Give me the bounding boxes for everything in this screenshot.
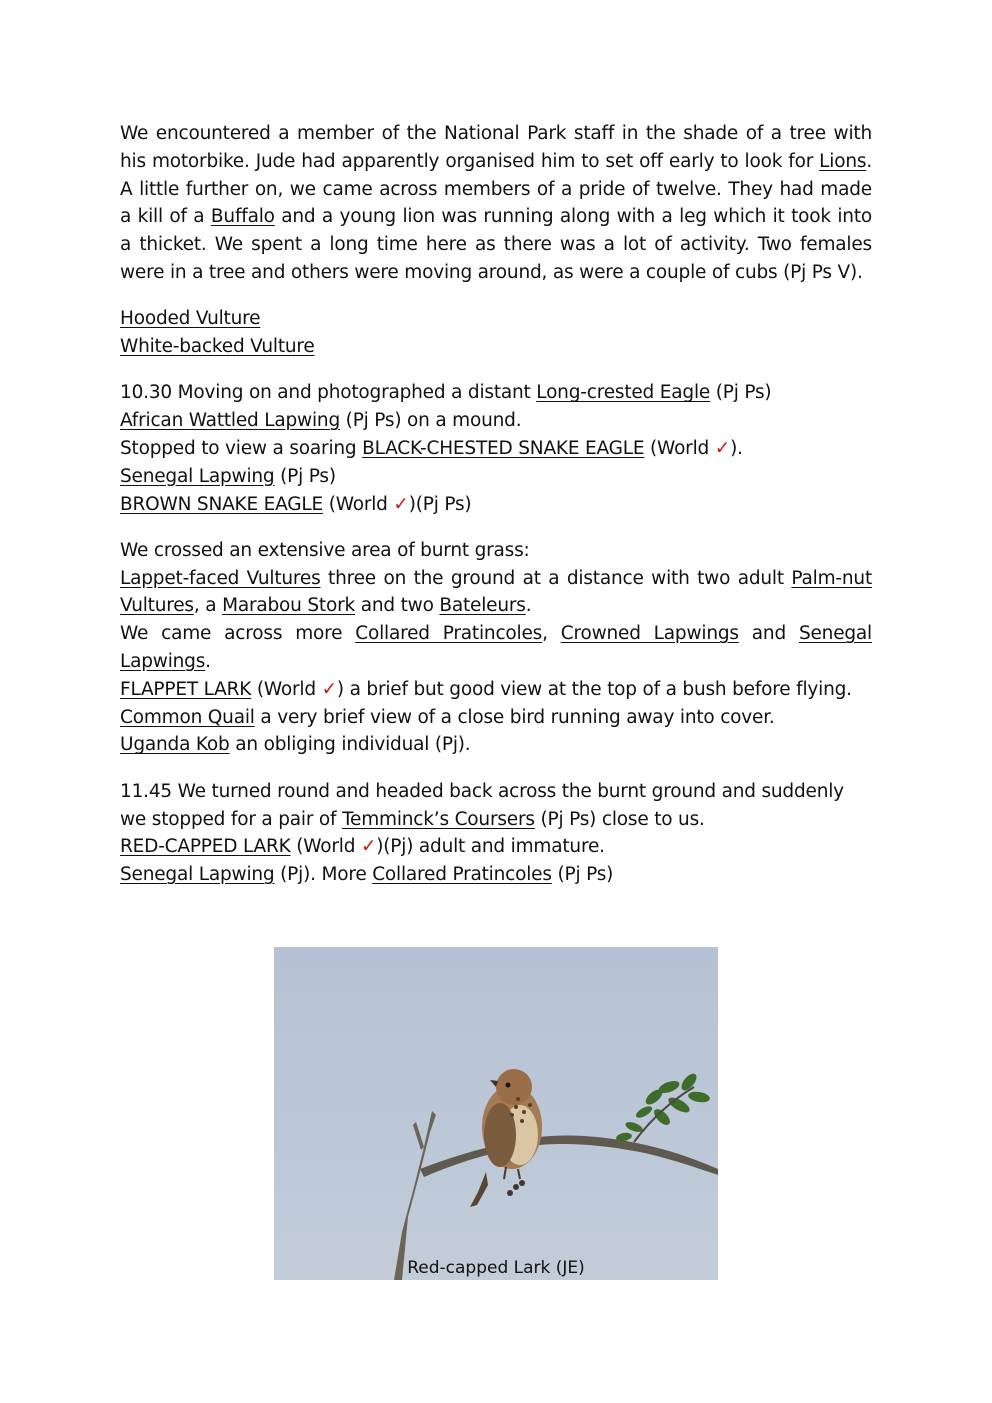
species-senegal-lapwing: Senegal Lapwing [120, 864, 275, 886]
species-lappet-faced-vultures: Lappet-faced Vultures [120, 567, 321, 589]
paragraph-1030 [120, 379, 872, 518]
text: (Pj Ps) on a mound. [340, 410, 522, 432]
text: . A little further on, we came across members of a pride of twelve. They had made a kill of a [120, 150, 872, 228]
paragraph-1145 [120, 778, 872, 889]
paragraph-lions [120, 120, 872, 287]
text: . [205, 651, 211, 673]
text: (World [644, 437, 715, 459]
species-collared-pratincoles: Collared Pratincoles [355, 623, 543, 645]
species-senegal-lapwing: Senegal Lapwing [120, 465, 275, 487]
species-uganda-kob: Uganda Kob [120, 734, 230, 756]
line-group-lappet [120, 565, 872, 621]
checkmark-icon: ✓ [714, 437, 731, 459]
species-black-chested-snake-eagle: BLACK-CHESTED SNAKE EAGLE [362, 437, 645, 459]
paragraph-vultures [120, 305, 872, 361]
species-palm-nut-vultures: Palm-nut Vultures [120, 567, 872, 617]
photo-caption: Red-capped Lark (JE) [407, 1258, 585, 1278]
text: 10.30 Moving on and photographed a distant [120, 382, 537, 404]
branch-twig [413, 1122, 424, 1150]
text: (Pj Ps) [551, 864, 614, 886]
species-bateleurs: Bateleurs [439, 595, 526, 617]
leaf-cluster [615, 1071, 710, 1142]
species-temmincks-coursers: Temminck’s Coursers [342, 808, 535, 830]
text: (World [323, 493, 394, 515]
species-crowned-lapwings: Crowned Lapwings [560, 623, 739, 645]
species-hooded-vulture: Hooded Vulture [120, 308, 261, 330]
text: )(Pj Ps) [408, 493, 472, 515]
text: ). [730, 437, 743, 459]
text: and [738, 623, 799, 645]
text: )(Pj) adult and immature. [376, 836, 605, 858]
species-senegal-lapwings: Senegal Lapwings [120, 623, 872, 673]
text: We encountered a member of the National Park staff in the shade of a tree with his motorbike. Jude had apparently organised him to set off early to look for [120, 123, 872, 172]
text: 11.45 We turned round and headed back across the burnt ground and suddenly we stopped for a pair of [120, 780, 844, 830]
species-long-crested-eagle: Long-crested Eagle [536, 382, 711, 404]
species-african-wattled-lapwing: African Wattled Lapwing [120, 410, 340, 432]
species-brown-snake-eagle: BROWN SNAKE EAGLE [120, 493, 324, 515]
species-buffalo: Buffalo [210, 206, 275, 228]
species-common-quail: Common Quail [120, 706, 255, 728]
text: (World [290, 836, 361, 858]
checkmark-icon: ✓ [321, 678, 337, 700]
text: (Pj Ps) [710, 382, 772, 404]
branch-trunk [394, 1111, 436, 1280]
text: Stopped to view a soaring [120, 437, 363, 459]
text: three on the ground at a distance with two adult [320, 567, 792, 589]
species-white-backed-vulture: White-backed Vulture [120, 336, 315, 358]
bird-photo [274, 947, 718, 1280]
text: (Pj). More [274, 864, 373, 886]
text: an obliging individual (Pj). [229, 734, 471, 756]
berries [507, 1180, 525, 1196]
text: and two [355, 595, 440, 617]
red-capped-lark-illustration [274, 947, 718, 1280]
text: (Pj Ps) close to us. [534, 808, 705, 830]
text: , [542, 623, 561, 645]
text: ) a brief but good view at the top of a bush before flying. [336, 678, 852, 700]
text: . [525, 595, 532, 617]
line-group-more [120, 620, 872, 676]
paragraph-burnt-grass [120, 537, 872, 759]
text: (Pj Ps) [274, 465, 336, 487]
lark-bird [470, 1069, 542, 1207]
species-red-capped-lark: RED-CAPPED LARK [120, 836, 291, 858]
text: , a [193, 595, 223, 617]
text: We crossed an extensive area of burnt grass: [120, 539, 530, 561]
text: (World [251, 678, 322, 700]
text: We came across more [120, 623, 356, 645]
species-lions: Lions [819, 150, 867, 172]
checkmark-icon: ✓ [360, 836, 377, 858]
text: a very brief view of a close bird running away into cover. [254, 706, 775, 728]
species-marabou-stork: Marabou Stork [222, 595, 356, 617]
species-flappet-lark: FLAPPET LARK [120, 678, 252, 700]
document-body [120, 120, 872, 907]
checkmark-icon: ✓ [393, 493, 409, 515]
branch-main [420, 1135, 718, 1177]
species-collared-pratincoles: Collared Pratincoles [372, 864, 552, 886]
text: and a young lion was running along with a leg which it took into a thicket. We spent a long time here as there was a lot of activity. Two females were in a tree and others were moving around, as were a couple of cubs (Pj Ps V). [120, 206, 872, 283]
